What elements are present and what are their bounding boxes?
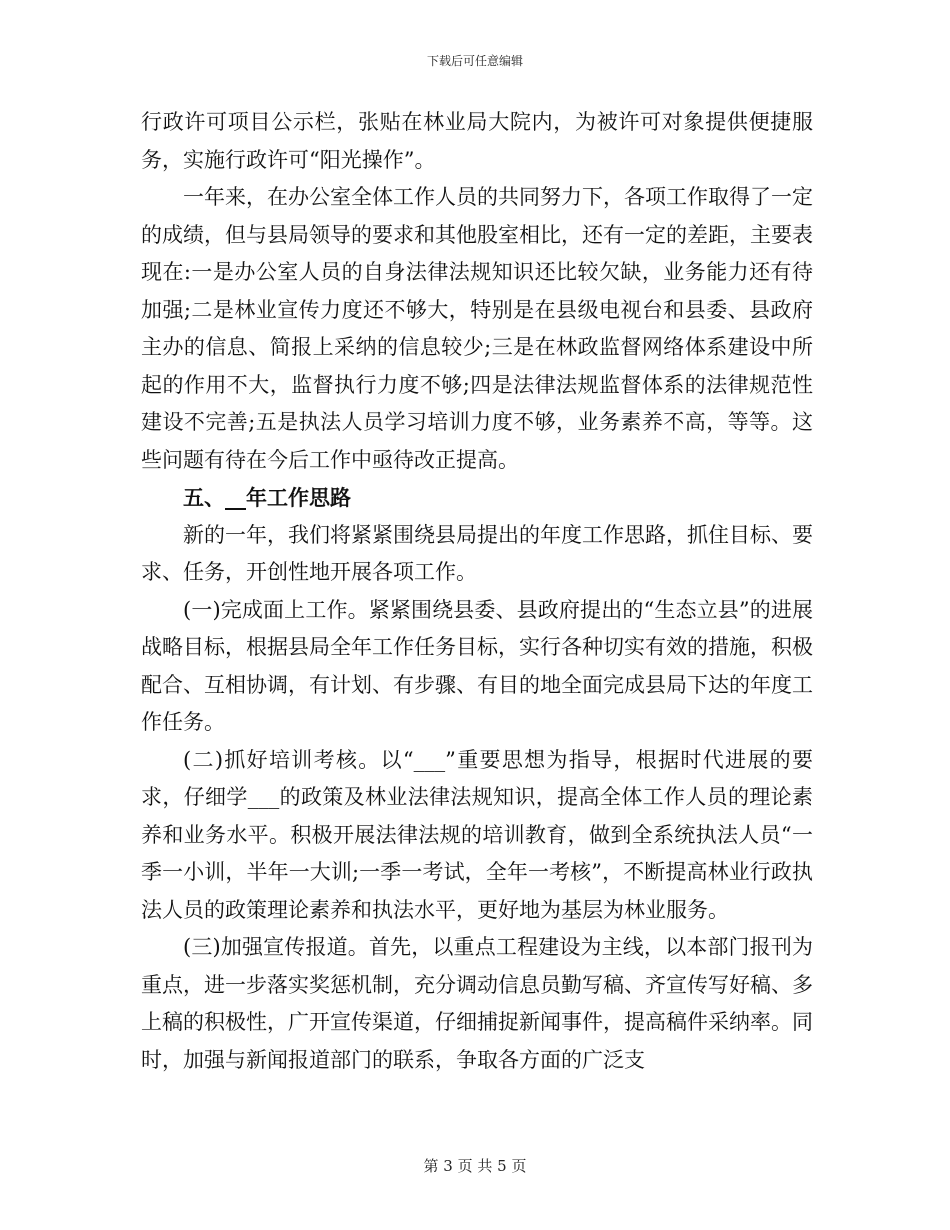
paragraph-5: (二)抓好培训考核。以“___”重要思想为指导，根据时代进展的要求，仔细学___的政策及林业法律法规知识，提高全体工作人员的理论素养和业务水平。积极开展法律法规的培训教育，做到全系统执法人员“一季一小训，半年一大训;一季一考试，全年一考核”，不断提高林业行政执法人员的政策理论素养和执法水平，更好地为基层为林业服务。: [141, 747, 813, 922]
paragraph-3: 新的一年，我们将紧紧围绕县局提出的年度工作思路，抓住目标、要求、任务，开创性地开展各项工作。: [141, 522, 813, 584]
paragraph-6: (三)加强宣传报道。首先，以重点工程建设为主线，以本部门报刊为重点，进一步落实奖惩机制，充分调动信息员勤写稿、齐宣传写好稿、多上稿的积极性，广开宣传渠道，仔细捕捉新闻事件，提高稿件采纳率。同时，加强与新闻报道部门的联系，争取各方面的广泛支: [141, 935, 813, 1072]
document-body: [141, 104, 813, 1079]
section-heading: 五、__年工作思路: [183, 485, 351, 510]
page-number-footer: 第 3 页 共 5 页: [423, 1157, 527, 1175]
paragraph-1: 行政许可项目公示栏，张贴在林业局大院内，为被许可对象提供便捷服务，实施行政许可“阳光操作”。: [141, 110, 813, 172]
page-header: 下载后可任意编辑: [426, 54, 523, 68]
paragraph-2: 一年来，在办公室全体工作人员的共同努力下，各项工作取得了一定的成绩，但与县局领导的要求和其他股室相比，还有一定的差距，主要表现在:一是办公室人员的自身法律法规知识还比较欠缺，业务能力还有待加强;二是林业宣传力度还不够大，特别是在县级电视台和县委、县政府主办的信息、简报上采纳的信息较少;三是在林政监督网络体系建设中所起的作用不大，监督执行力度不够;四是法律法规监督体系的法律规范性建设不完善;五是执法人员学习培训力度不够，业务素养不高，等等。这些问题有待在今后工作中亟待改正提高。: [141, 185, 813, 472]
paragraph-4: (一)完成面上工作。紧紧围绕县委、县政府提出的“生态立县”的进展战略目标，根据县局全年工作任务目标，实行各种切实有效的措施，积极配合、互相协调，有计划、有步骤、有目的地全面完成县局下达的年度工作任务。: [141, 597, 813, 734]
